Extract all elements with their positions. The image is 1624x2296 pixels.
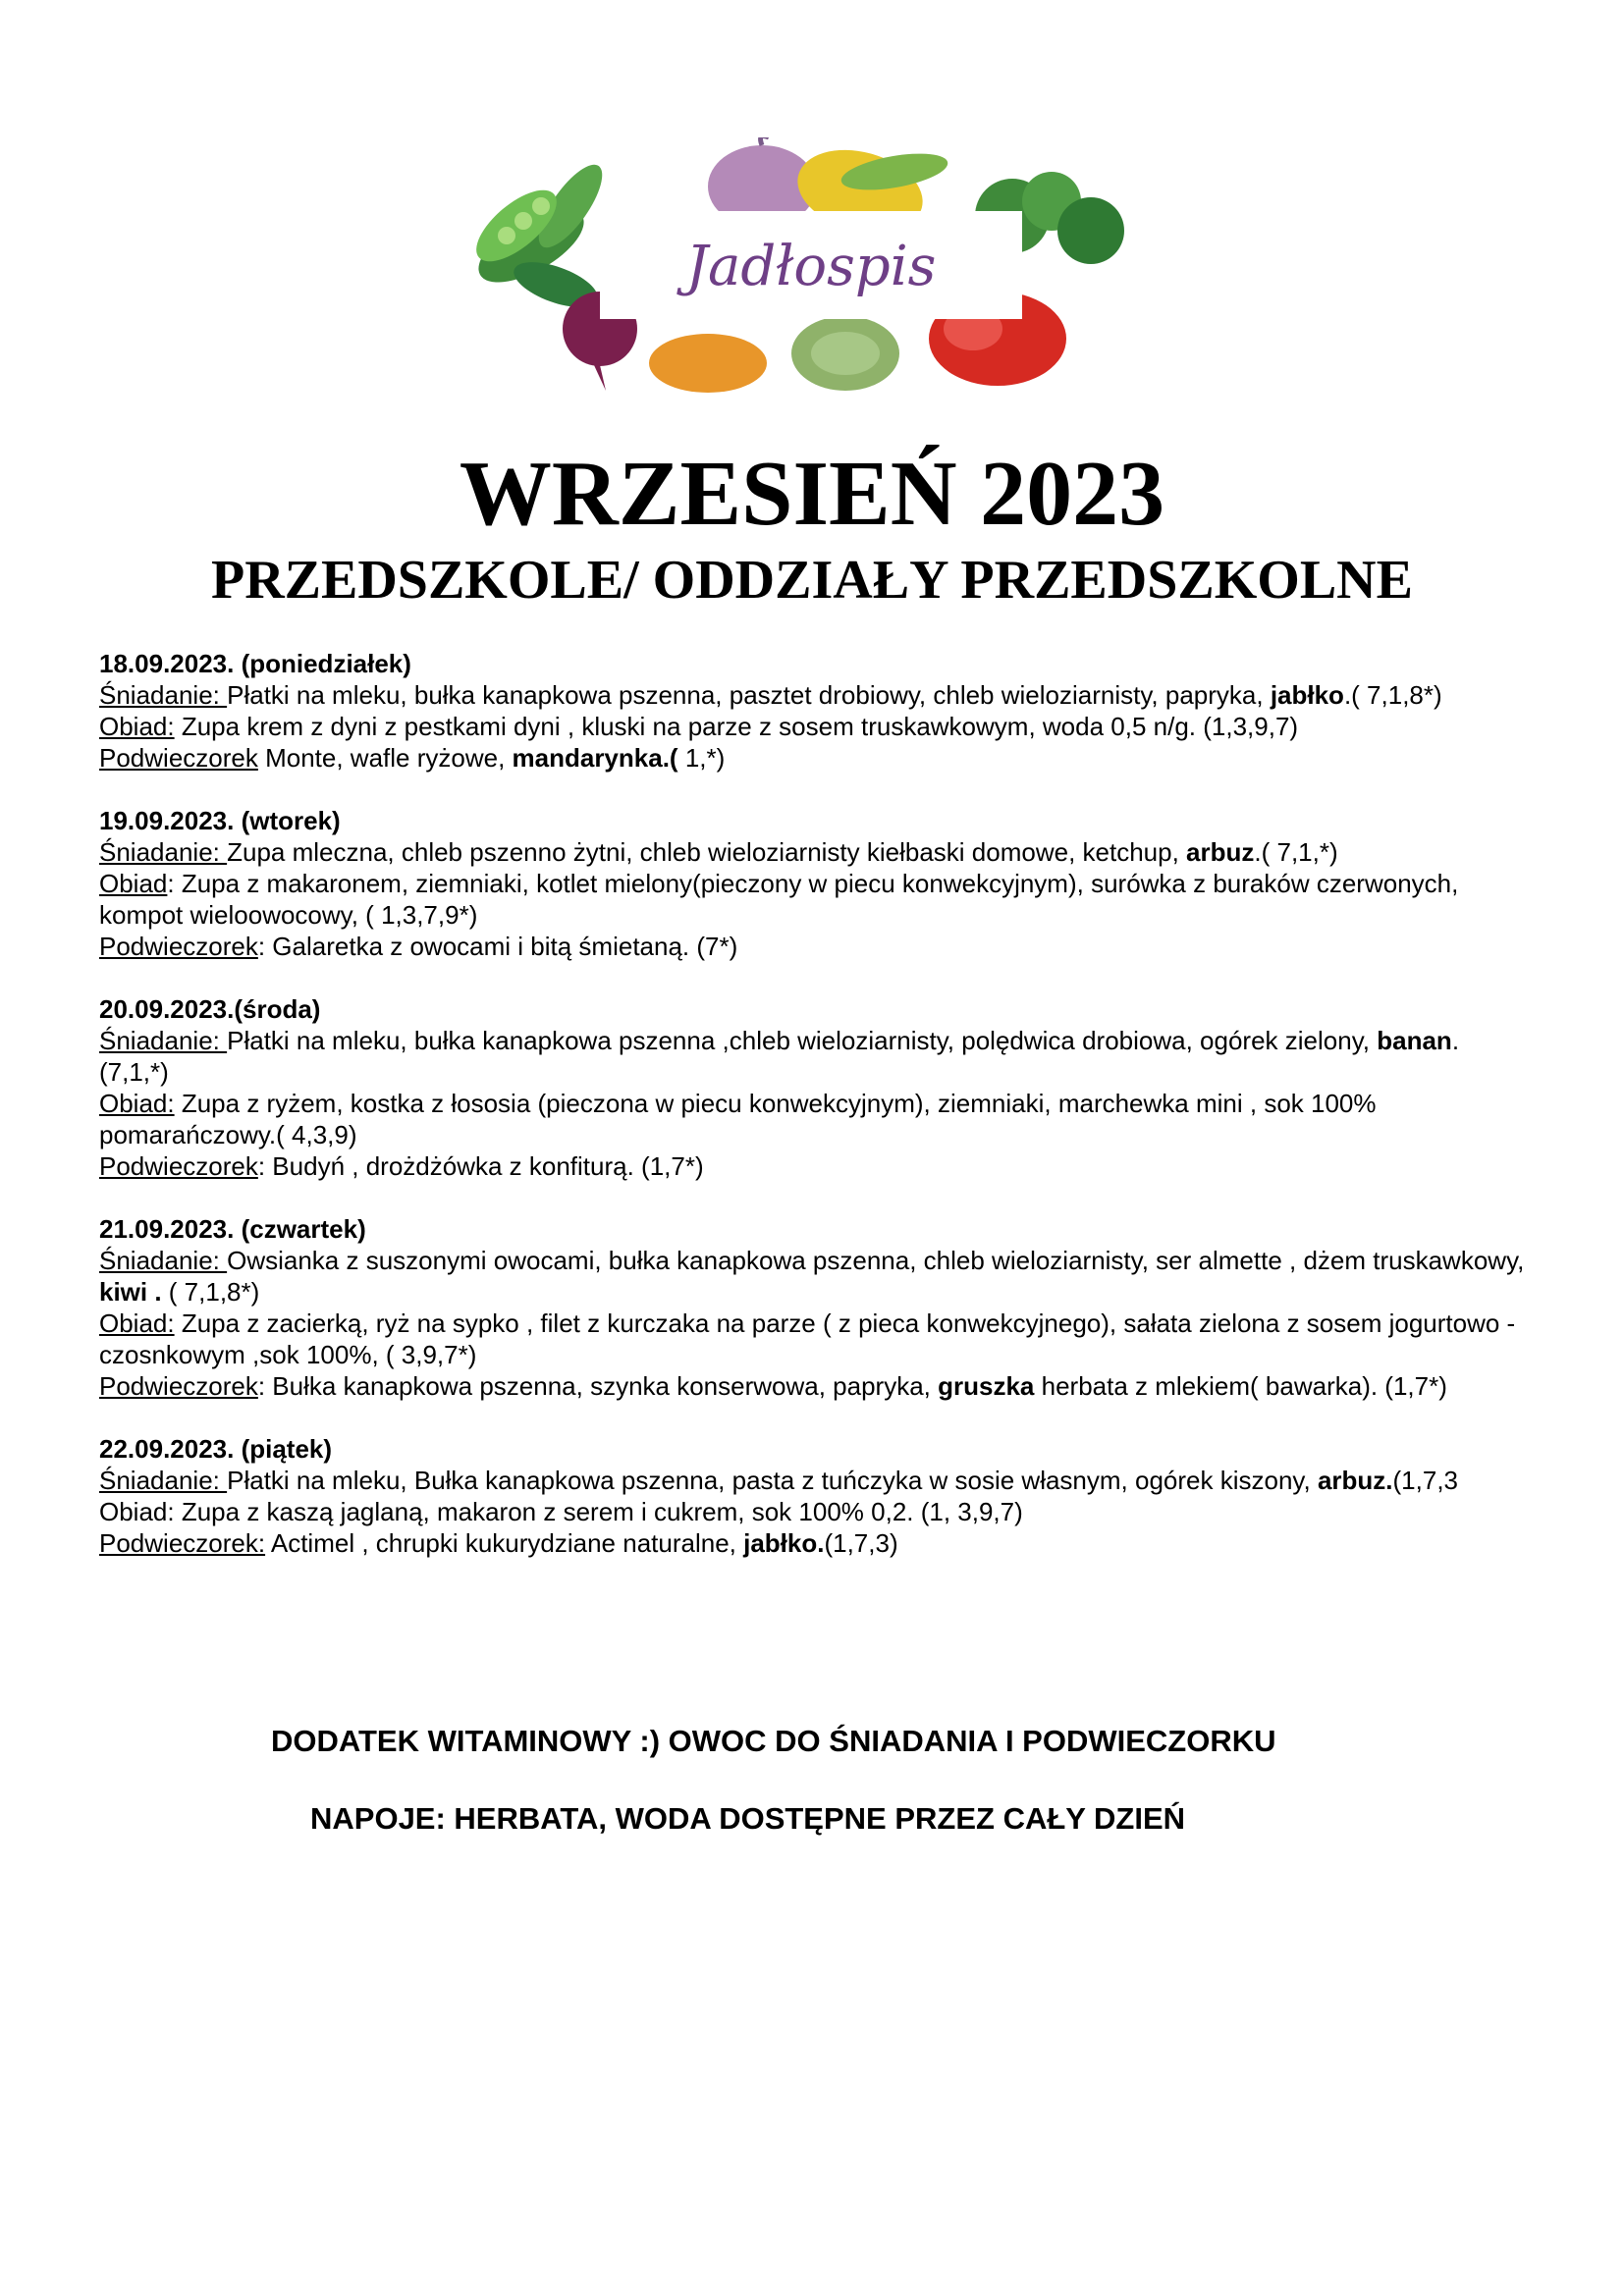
breakfast-line	[99, 1025, 1533, 1088]
jadlospis-logo	[462, 137, 1179, 393]
snack-label: Podwieczorek:	[99, 1528, 266, 1558]
lunch-line	[99, 1308, 1533, 1370]
snack-allergens: 1,*)	[677, 743, 726, 773]
page-title: WRZESIEŃ 2023	[459, 443, 1165, 545]
lunch-line	[99, 868, 1533, 931]
breakfast-text: Płatki na mleku, bułka kanapkowa pszenna ,chleb wieloziarnisty, polędwica drobiowa, ogórek zielony,	[227, 1026, 1378, 1055]
day-date: 19.09.2023. (wtorek)	[99, 806, 341, 835]
lunch-text: Zupa z ryżem, kostka z łososia (pieczona w piecu konwekcyjnym), ziemniaki, marchewka mini , sok 100% pomarańczowy.( 4,3,9)	[99, 1089, 1377, 1149]
breakfast-label: Śniadanie:	[99, 680, 228, 710]
day-block	[99, 648, 1533, 774]
drinks-note: NAPOJE: HERBATA, WODA DOSTĘPNE PRZEZ CAŁY DZIEŃ	[310, 1801, 1186, 1836]
breakfast-line	[99, 836, 1533, 868]
snack-text: : Bułka kanapkowa pszenna, szynka konserwowa, papryka,	[257, 1371, 939, 1401]
snack-label: Podwieczorek	[99, 932, 258, 961]
breakfast-line	[99, 1465, 1533, 1496]
breakfast-fruit: arbuz	[1186, 837, 1255, 867]
snack-text: Actimel , chrupki kukurydziane naturalne,	[265, 1528, 744, 1558]
lunch-text: Zupa z zacierką, ryż na sypko , filet z kurczaka na parze ( z pieca konwekcyjnego), sałata zielona z sosem jogurtowo - czosnkowym ,sok 100%, ( 3,9,7*)	[99, 1308, 1516, 1369]
snack-text: : Galaretka z owocami i bitą śmietaną. (7*)	[257, 932, 738, 961]
lunch-label: Obiad	[99, 869, 168, 898]
snack-line	[99, 1527, 1533, 1559]
snack-line	[99, 742, 1533, 774]
lunch-label: Obiad:	[99, 1308, 175, 1338]
snack-fruit: jabłko.	[743, 1528, 825, 1558]
breakfast-fruit: arbuz.	[1317, 1466, 1393, 1495]
day-date: 18.09.2023. (poniedziałek)	[99, 649, 411, 678]
breakfast-line	[99, 679, 1533, 711]
day-date: 20.09.2023.(środa)	[99, 994, 321, 1024]
breakfast-label: Śniadanie:	[99, 1466, 228, 1495]
lunch-line	[99, 1088, 1533, 1150]
breakfast-label: Śniadanie:	[99, 1026, 228, 1055]
lunch-line	[99, 711, 1533, 742]
breakfast-allergens: .( 7,1,8*)	[1343, 680, 1442, 710]
snack-label: Podwieczorek	[99, 1371, 258, 1401]
breakfast-text: Owsianka z suszonymi owocami, bułka kanapkowa pszenna, chleb wieloziarnisty, ser almette , dżem truskawkowy,	[227, 1246, 1525, 1275]
vitamin-note: DODATEK WITAMINOWY :) OWOC DO ŚNIADANIA I PODWIECZORKU	[271, 1724, 1276, 1758]
day-date: 21.09.2023. (czwartek)	[99, 1214, 366, 1244]
breakfast-allergens: ( 7,1,8*)	[161, 1277, 260, 1307]
snack-text: : Budyń , drożdżówka z konfiturą. (1,7*)	[257, 1151, 704, 1181]
snack-allergens: herbata z mlekiem( bawarka). (1,7*)	[1034, 1371, 1447, 1401]
breakfast-line	[99, 1245, 1533, 1308]
breakfast-allergens: (1,7,3	[1392, 1466, 1459, 1495]
day-block	[99, 805, 1533, 962]
breakfast-text: Zupa mleczna, chleb pszenno żytni, chleb wieloziarnisty kiełbaski domowe, ketchup,	[227, 837, 1187, 867]
breakfast-fruit: kiwi .	[99, 1277, 162, 1307]
breakfast-fruit: jabłko	[1270, 680, 1344, 710]
snack-fruit: mandarynka.(	[512, 743, 678, 773]
snack-line	[99, 1150, 1533, 1182]
breakfast-allergens: . (7,1,*)	[99, 1026, 1460, 1087]
menu-list	[99, 648, 1533, 1590]
breakfast-label: Śniadanie:	[99, 837, 228, 867]
snack-label: Podwieczorek	[99, 743, 258, 773]
snack-line	[99, 1370, 1533, 1402]
lunch-label: Obiad:	[99, 1089, 175, 1118]
lunch-text: Zupa krem z dyni z pestkami dyni , kluski na parze z sosem truskawkowym, woda 0,5 n/g. (1,3,9,7)	[174, 712, 1299, 741]
breakfast-fruit: banan	[1377, 1026, 1452, 1055]
day-block	[99, 1213, 1533, 1402]
snack-allergens: (1,7,3)	[824, 1528, 898, 1558]
day-block	[99, 1433, 1533, 1559]
breakfast-text: Płatki na mleku, Bułka kanapkowa pszenna, pasta z tuńczyka w sosie własnym, ogórek kiszony,	[227, 1466, 1318, 1495]
day-block	[99, 993, 1533, 1182]
breakfast-label: Śniadanie:	[99, 1246, 228, 1275]
lunch-line	[99, 1496, 1533, 1527]
snack-label: Podwieczorek	[99, 1151, 258, 1181]
snack-fruit: gruszka	[938, 1371, 1035, 1401]
page-subtitle: PRZEDSZKOLE/ ODDZIAŁY PRZEDSZKOLNE	[211, 550, 1413, 611]
snack-text: Monte, wafle ryżowe,	[257, 743, 513, 773]
day-date: 22.09.2023. (piątek)	[99, 1434, 333, 1464]
lunch-text: Obiad: Zupa z kaszą jaglaną, makaron z serem i cukrem, sok 100% 0,2. (1, 3,9,7)	[99, 1497, 1023, 1526]
logo-text: Jadłospis	[685, 235, 937, 298]
lunch-text: : Zupa z makaronem, ziemniaki, kotlet mielony(pieczony w piecu konwekcyjnym), surówka z buraków czerwonych, kompot wieloowocowy, ( 1,3,7,9*)	[99, 869, 1459, 930]
lunch-label: Obiad:	[99, 712, 175, 741]
breakfast-text: Płatki na mleku, bułka kanapkowa pszenna, pasztet drobiowy, chleb wieloziarnisty, papryka,	[227, 680, 1271, 710]
snack-line	[99, 931, 1533, 962]
breakfast-allergens: .( 7,1,*)	[1254, 837, 1338, 867]
